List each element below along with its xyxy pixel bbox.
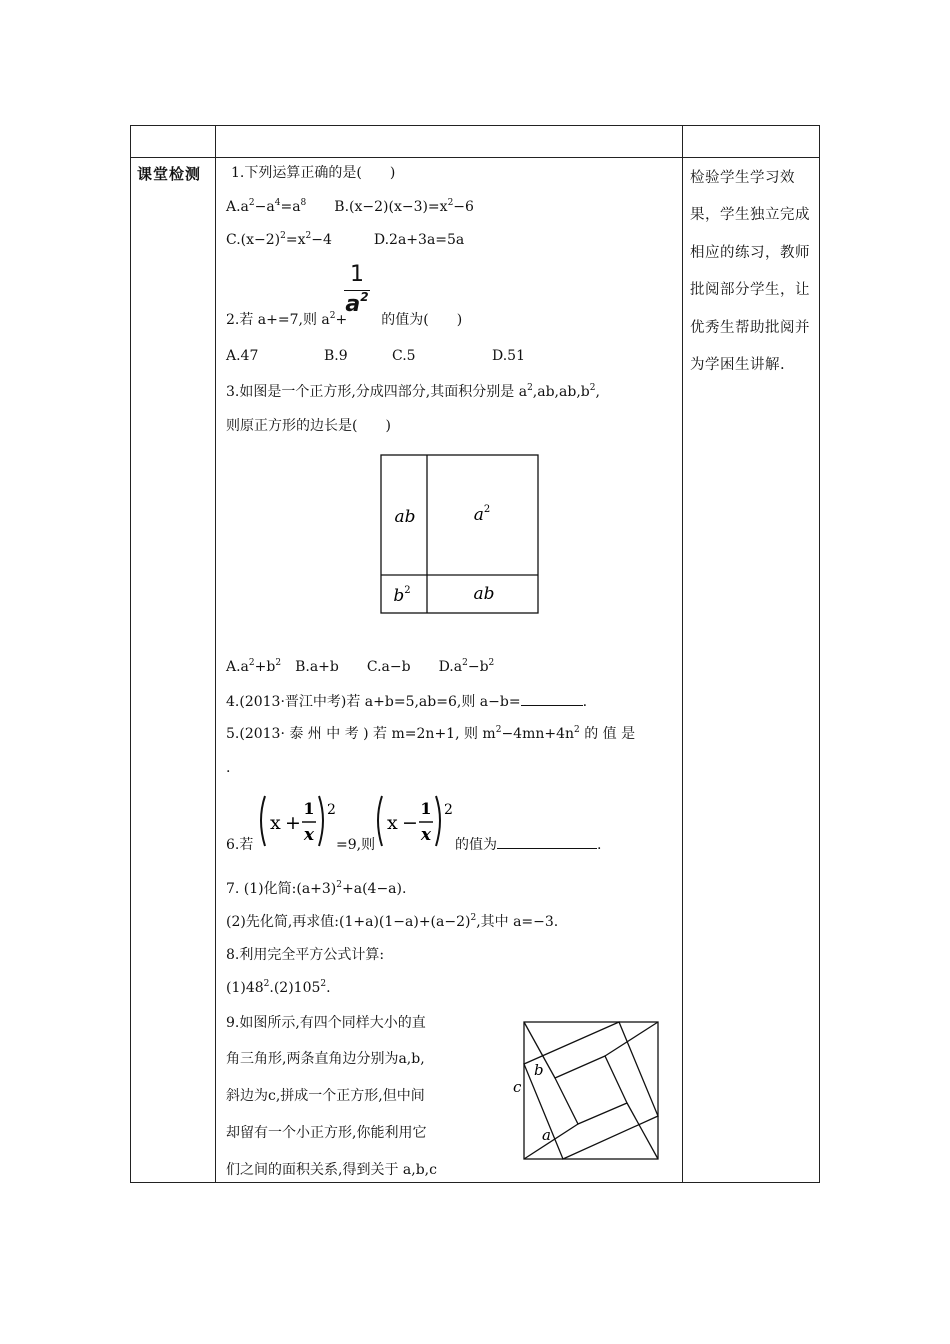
q7-part1: 7. (1)化简$:(a+3)^2+a(4-a)$. [226,880,407,897]
q9-pythagoras-figure [510,1018,662,1163]
q9-line-3: 斜边为c,拼成一个正方形,但中间 [226,1088,425,1104]
q8-stem: 8.利用完全平方公式计算: [226,947,385,963]
svg-text:x: x [387,812,398,834]
q6-mid: =9,则 [336,837,376,853]
q4-answer-blank[interactable] [521,693,583,706]
q3-square-figure [380,454,540,615]
q1-options-ab: $A.a^2-a^4=a^8$ $B.(x-2)(x-3)=x^2-6$ [226,198,474,215]
section-label: 课堂检测 [137,165,202,183]
q1-options-cd: $C.(x-2)^2=x^2-4$ D.2a+3a=5a [226,231,465,248]
svg-text:x: x [303,825,315,845]
q5-tail: . [226,760,231,776]
q7-part2: (2)先化简,再求值$:(1+a)(1-a)+(a-2)^2$,其中 a=−3. [226,913,559,930]
q9-fig-label-b: b [534,1061,544,1079]
q6-expression-1 [256,792,338,852]
q4-stem: 4.(2013·晋江中考)若 a+b=5,ab=6,则 a−b= . [226,694,588,710]
q3-fig-tr: $a^2$ [473,504,491,525]
table-col-divider-2 [682,125,683,1183]
q5-stem: 5.(2013· 泰 州 中 考 ) 若 m=2n+1, 则 $m^2-4mn+4n^2$ 的 值 是 [226,725,636,742]
q9-line-5: 们之间的面积关系,得到关于 a,b,c [226,1162,437,1178]
svg-text:2: 2 [444,802,453,818]
q6-expression-2 [373,792,455,852]
q9-fig-label-a: a [542,1126,551,1144]
table-col-divider-1 [215,125,216,1183]
q9-line-4: 却留有一个小正方形,你能利用它 [226,1125,427,1141]
q3-stem-line2: 则原正方形的边长是( ) [226,418,391,434]
table-header-divider [130,157,820,158]
q3-fig-tl: ab [394,507,416,527]
q9-line-2: 角三角形,两条直角边分别为a,b, [226,1051,425,1067]
q6-prefix: 6.若 [226,837,254,853]
svg-text:x: x [420,825,432,845]
q9-fig-label-c: c [513,1078,522,1096]
svg-text:1: 1 [420,799,432,818]
svg-text:−: − [402,812,418,834]
q2-fraction: 1 $a^2$ [345,262,369,317]
q6-suffix: 的值为 . [455,837,602,853]
svg-text:2: 2 [327,802,336,818]
q3-fig-br: ab [473,584,495,604]
q6-answer-blank[interactable] [497,836,597,849]
q3-stem-line1: 3.如图是一个正方形,分成四部分,其面积分别是 $a^2,ab,ab,b^2$, [226,383,600,400]
q9-line-1: 9.如图所示,有四个同样大小的直 [226,1015,426,1031]
q1-stem: 1.下列运算正确的是( ) [231,165,396,181]
q3-options: $A.a^2+b^2$ B.a+b C.a−b $D.a^2-b^2$ [226,658,495,675]
q8-parts: $(1)48^2.(2)105^2$. [226,979,331,996]
q3-fig-bl: $b^2$ [393,585,411,606]
q2-options: A.47 B.9 C.5 D.51 [226,348,525,364]
svg-text:x: x [270,812,281,834]
q2-stem: 2.若 a+=7,则 $a^2+$ 的值为( ) [226,311,463,328]
teacher-note: 检验学生学习效果，学生独立完成相应的练习，教师批阅部分学生，让优秀生帮助批阅并为学困生讲解. [690,170,810,374]
svg-text:1: 1 [303,799,315,818]
svg-text:+: + [285,812,301,834]
